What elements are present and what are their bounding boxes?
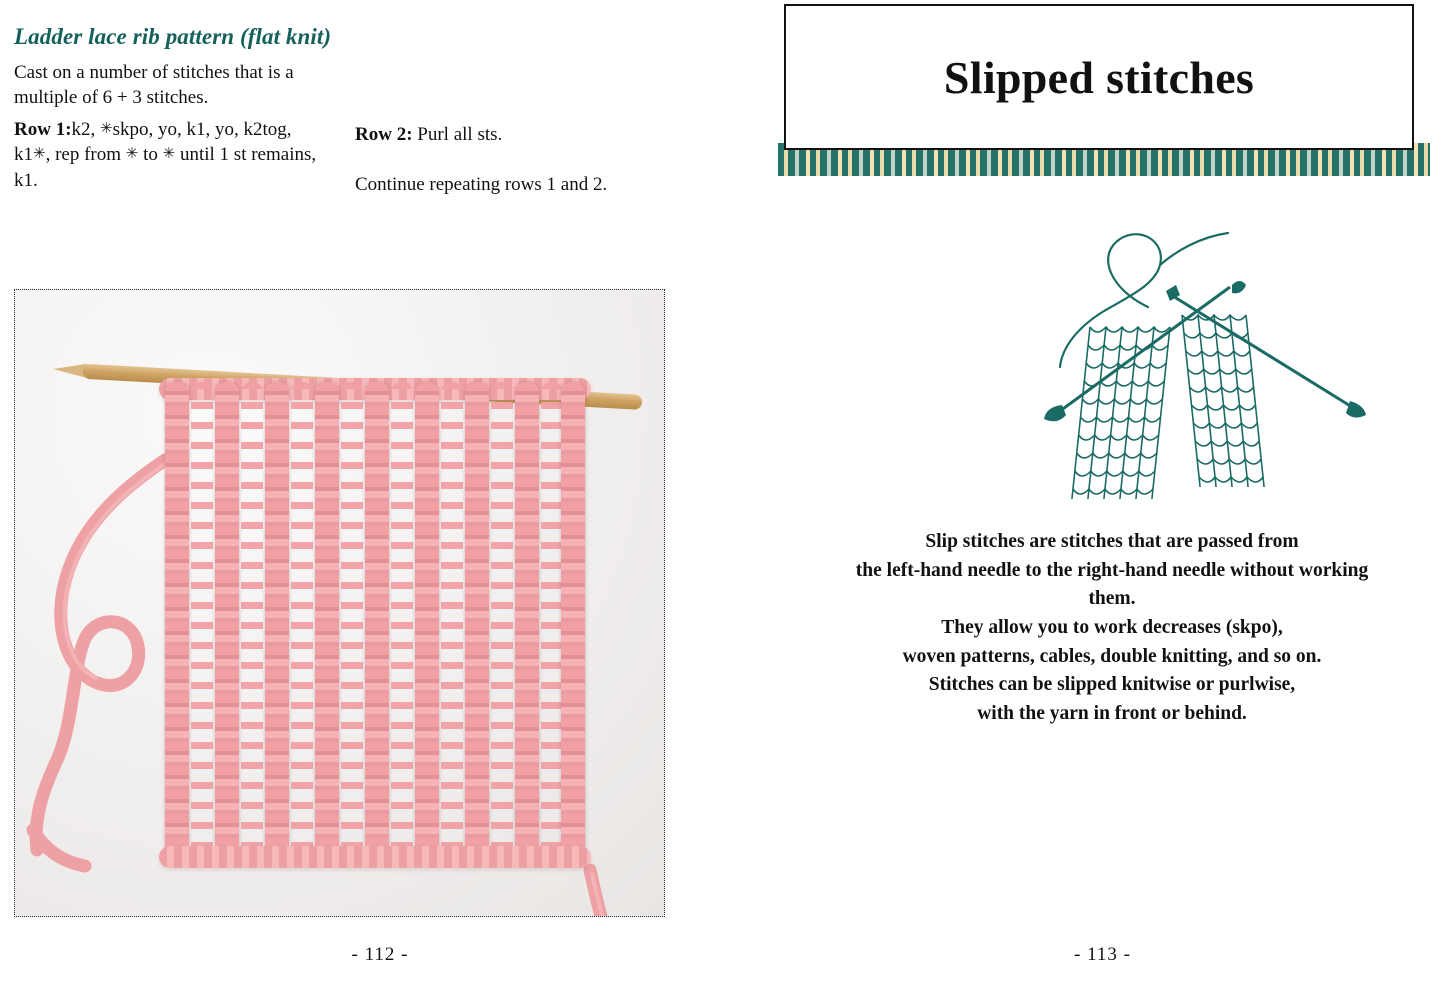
- row-1-text-c: , rep from: [45, 144, 126, 166]
- row-1-text-e: until 1 st remains, k1.: [14, 144, 317, 191]
- page-number-right: - 113 -: [1074, 944, 1131, 965]
- asterisk-icon: ✳: [100, 121, 113, 137]
- fabric-rib-column: [561, 382, 585, 862]
- fabric-lace-column: [241, 382, 263, 862]
- cast-on-instruction: Cast on a number of stitches that is a multiple of 6 + 3 stitches.: [14, 62, 294, 109]
- intro-line: with the yarn in front or behind.: [977, 702, 1247, 724]
- row-1-label: Row 1:: [14, 119, 72, 140]
- fabric-lace-column: [391, 382, 413, 862]
- fabric-lace-column: [341, 382, 363, 862]
- fabric-rib-column: [365, 382, 389, 862]
- intro-line: Stitches can be slipped knitwise or purlwise,: [928, 674, 1296, 696]
- fabric-lace-column: [541, 382, 563, 862]
- knitted-fabric: [165, 382, 585, 862]
- page-number-left: - 112 -: [351, 944, 409, 965]
- row-1-text-b: skpo, yo, k1, yo, k2tog, k1: [14, 119, 292, 166]
- asterisk-icon: ✳: [125, 146, 139, 163]
- fabric-lace-column: [291, 382, 313, 862]
- intro-line: Slip stitches are stitches that are passed from: [925, 531, 1299, 552]
- chapter-title: Slipped stitches: [943, 51, 1255, 103]
- fabric-rib-column: [315, 382, 339, 862]
- fabric-lace-column: [191, 382, 213, 862]
- needles-engraving: [1000, 215, 1400, 515]
- fabric-rib-column: [415, 382, 439, 862]
- row-2-instruction: [355, 122, 655, 147]
- intro-line: They allow you to work decreases (skpo),: [941, 616, 1283, 638]
- swatch-photo: [14, 289, 665, 917]
- row-1-text-d: to: [138, 144, 163, 166]
- asterisk-icon: ✳: [162, 146, 176, 163]
- continue-instruction: Continue repeating rows 1 and 2.: [355, 174, 608, 195]
- row-2-text: Purl all sts.: [417, 124, 503, 145]
- fabric-rib-column: [215, 382, 239, 862]
- fabric-rib-column: [165, 382, 189, 862]
- fabric-lace-column: [441, 382, 463, 862]
- fabric-rib-column: [265, 382, 289, 862]
- slipped-stitches-illustration: [1000, 215, 1400, 515]
- intro-line: the left-hand needle to the right-hand needle without working them.: [855, 559, 1369, 610]
- intro-line: woven patterns, cables, double knitting, and so on.: [902, 645, 1322, 667]
- row-2-label: Row 2:: [355, 124, 413, 145]
- row-1-instruction: [14, 117, 319, 193]
- row-1-text-a: k2,: [71, 119, 101, 140]
- fabric-lace-column: [491, 382, 513, 862]
- chapter-title-box: [784, 4, 1414, 150]
- fabric-bottom-edge: [159, 846, 591, 868]
- chapter-banner: [778, 0, 1430, 176]
- fabric-rib-column: [465, 382, 489, 862]
- fabric-rib-column: [515, 382, 539, 862]
- chapter-intro-text: [852, 528, 1372, 729]
- pattern-title: Ladder lace rib pattern (flat knit): [14, 24, 332, 49]
- asterisk-icon: ✳: [33, 146, 46, 163]
- right-page: [760, 0, 1445, 984]
